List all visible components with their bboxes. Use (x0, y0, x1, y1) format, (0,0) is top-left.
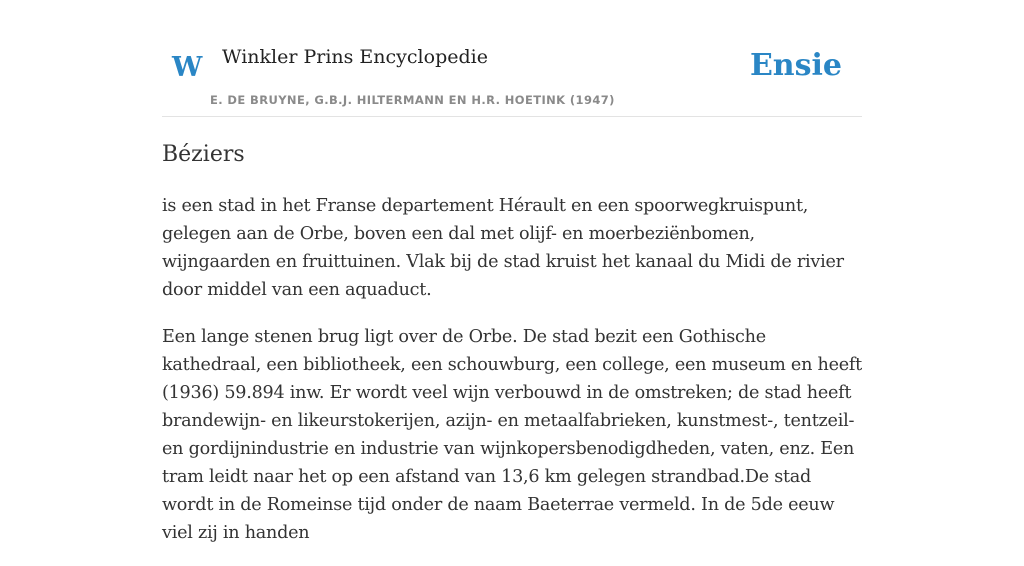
site-title[interactable]: Winkler Prins Encyclopedie (222, 46, 488, 68)
site-header (162, 40, 862, 117)
brand-logo[interactable]: Ensie (749, 48, 842, 83)
source-authors: E. DE BRUYNE, G.B.J. HILTERMANN EN H.R. HOETINK (1947) (210, 93, 615, 107)
article-body (162, 192, 862, 566)
site-logo-icon[interactable]: W (172, 52, 203, 83)
article-paragraph: is een stad in het Franse departement Hérault en een spoorwegkruispunt, gelegen aan de Orbe, boven een dal met olijf- en moerbeziënbomen, wijngaarden en fruittuinen. Vlak bij de stad kruist het kanaal du Midi de rivier door middel van een aquaduct. (162, 196, 844, 300)
article-title: Béziers (162, 142, 245, 167)
article-paragraph: Een lange stenen brug ligt over de Orbe. De stad bezit een Gothische kathedraal, een bibliotheek, een schouwburg, een college, een museum en heeft (1936) 59.894 inw. Er wordt veel wijn verbouwd in de omstreken; de stad heeft brandewijn- en likeurstokerijen, azijn- en metaalfabrieken, kunstmest-, tentzeil- en gordijnindustrie en industrie van wijnkopersbenodigdheden, vaten, enz. Een tram leidt naar het op een afstand van 13,6 km gelegen strandbad.De stad wordt in de Romeinse tijd onder de naam Baeterrae vermeld. In de 5de eeuw viel zij in handen (162, 327, 862, 543)
